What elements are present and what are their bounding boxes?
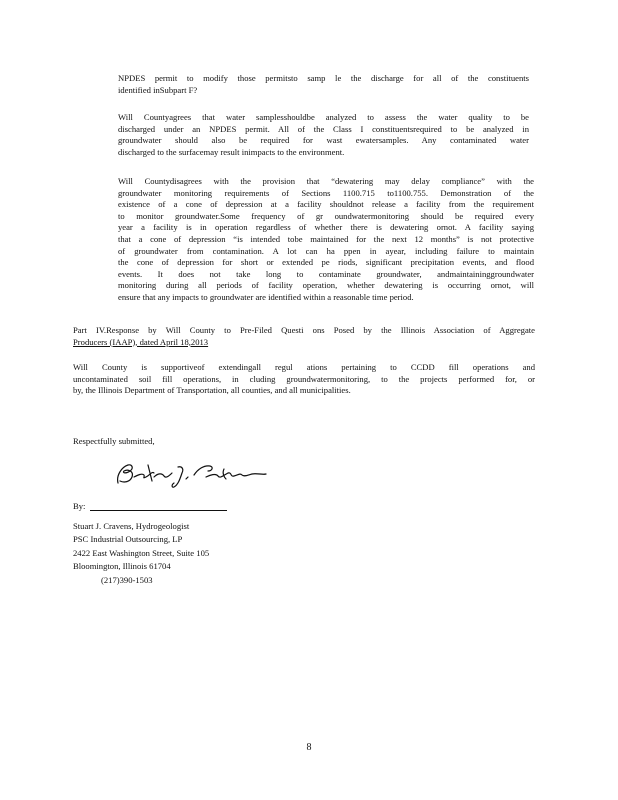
text-line: Producers (IAAP), dated April 18,2013 <box>73 336 209 347</box>
paragraph-ccdd-support <box>73 362 535 397</box>
contact-block <box>73 520 209 587</box>
contact-phone: (217)390-1503 <box>101 574 153 585</box>
text-line: to monitor groundwater.Some frequency of gr oundwatermonitoring should be required every <box>118 210 534 221</box>
text-line: discharged under an NPDES permit. All of the Class I constituentsrequired to be analyzed in <box>118 123 529 134</box>
text-line: uncontaminated soil fill operations, in cluding groundwatermonitoring, to the projects performed for, or <box>73 373 535 384</box>
page-number: 8 <box>306 742 312 753</box>
contact-street: 2422 East Washington Street, Suite 105 <box>73 547 210 558</box>
closing-text: Respectfully submitted, <box>73 436 155 446</box>
text-line: discharged to the surfacemay result inimpacts to the environment. <box>118 146 345 157</box>
text-line: the cone of depression for short or extended pe riods, significant precipitation events, and flood <box>118 257 534 268</box>
text-line: Will Countyagrees that water samplesshouldbe analyzed to assess the water quality to be <box>118 112 529 122</box>
text-line: NPDES permit to modify those permitsto samp le the discharge for all of the constituents <box>118 73 529 83</box>
text-line: groundwater monitoring requirements of Sections 1100.715 to1100.755. Demonstration of the <box>118 187 534 198</box>
text-line: monitoring during all periods of facility operation, whether dewatering is occurring ornot, will <box>118 280 534 291</box>
text-line: year a facility is in operation regardless of whether there is dewatering ornot. A facility saying <box>118 222 534 233</box>
signature-image <box>112 455 272 491</box>
text-line: ensure that any impacts to groundwater are identified within a reasonable time period. <box>118 291 414 302</box>
contact-company: PSC Industrial Outsourcing, LP <box>73 534 183 545</box>
text-line: Will Countydisagrees with the provision that “dewatering may delay compliance” with the <box>118 176 534 186</box>
signature-line <box>90 510 227 511</box>
text-line: by, the Illinois Department of Transportation, all counties, and all municipalities. <box>73 385 351 396</box>
text-line: identified inSubpart F? <box>118 84 198 95</box>
text-line: Part IV.Response by Will County to Pre-Filed Questi ons Posed by the Illinois Association of Aggregate <box>73 325 535 335</box>
contact-city: Bloomington, Illinois 61704 <box>73 561 171 572</box>
paragraph-dewatering <box>118 176 534 304</box>
contact-name: Stuart J. Cravens, Hydrogeologist <box>73 521 190 531</box>
section-heading-part-iv <box>73 325 535 348</box>
text-line: of groundwater from contamination. A lot can ha ppen in ayear, including failure to maintain <box>118 245 534 256</box>
paragraph-npdes-question <box>118 73 529 96</box>
text-line: events. It does not take long to contaminate groundwater, andmaintaininggroundwater <box>118 268 534 279</box>
paragraph-water-samples <box>118 112 529 158</box>
text-line: that a cone of depression “is intended tobe maintained for the next 12 months” is not protective <box>118 233 534 244</box>
text-line: Will County is supportiveof extendingall regul ations pertaining to CCDD fill operations and <box>73 362 535 372</box>
text-line: groundwater should also be required for wast ewatersamples. Any contaminated water <box>118 135 529 146</box>
text-line: existence of a cone of depression at a facility shouldnot release a facility from the requirement <box>118 199 534 210</box>
by-label: By: <box>73 501 86 511</box>
